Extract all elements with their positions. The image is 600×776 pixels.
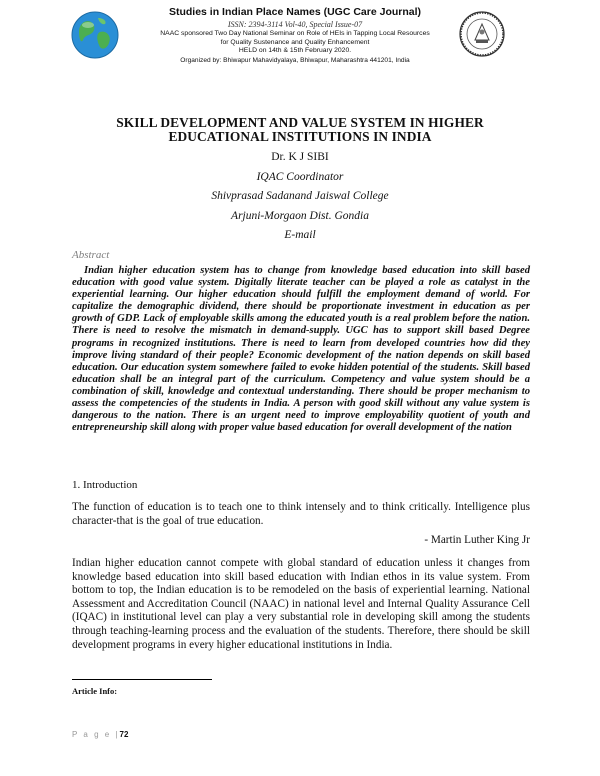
author-name: Dr. K J SIBI bbox=[271, 151, 329, 163]
footnote-divider bbox=[72, 679, 212, 680]
intro-paragraph-2: Indian higher education cannot compete with global standard of education unless it changes from knowledge based education into skill based education with Indian ethos in its value system. From bottom to top, the Indian education is to be remodeled on the basis of experiential learning. National Assessment and Accreditation Council (NAAC) in national level and Internal Quality Assurance Cell (IQAC) in institutional level can play a very substantial role in developing skill among the students through teaching-learning process and the evaluation of the students. Therefore, there should be skill development programs in every higher educational institutions in India. bbox=[72, 557, 530, 651]
organized-by-line: Organized by: Bhiwapur Mahavidyalaya, Bhiwapur, Maharashtra 441201, India bbox=[180, 56, 410, 64]
page-number: 72 bbox=[119, 730, 129, 739]
held-on-line: HELD on 14th & 15th February 2020. bbox=[238, 47, 352, 55]
abstract-text: Indian higher education system has to change from knowledge based education into skill based education with good value system. Digitally literate teacher can be played a role as catalyst in the experiential learning. Our higher education should fulfill the employment demand of world. For capitalize the demographic dividend, there should be proportionate investment in education as per growth of GDP. Lack of employable skills among the educated youth is a real problem before the nation. There is need to resolve the mismatch in demand-supply. UGC has to support skill based Degree programs in recognized institutions. There is need to learn from developed countries how did they improve living standard of their people? Economic development of the nation depends on skill based education. Our education system somewhere failed to evoke hidden potential of the students. Skill based education shall be an integral part of the curriculum. Competency and value system should be a combination of skill, knowledge and contextual understanding. There should be proper mechanism to assess the competencies of the students in India. A person with good skill without any value system is dangerous to the nation. There is an urgent need to improve employability quotient of youth and entrepreneurship skill along with proper value based education for overall development of the nation bbox=[72, 265, 530, 434]
issn-line: ISSN: 2394-3114 Vol-40, Special Issue-07 bbox=[227, 20, 363, 29]
author-designation: IQAC Coordinator bbox=[256, 170, 344, 183]
paper-title-line-2: EDUCATIONAL INSTITUTIONS IN INDIA bbox=[168, 129, 432, 144]
journal-header bbox=[0, 6, 600, 76]
paper-title-line-1: SKILL DEVELOPMENT AND VALUE SYSTEM IN HIGHER bbox=[116, 115, 484, 130]
page-label: P a g e bbox=[72, 730, 112, 739]
abstract-heading: Abstract bbox=[72, 249, 110, 261]
page-separator: | bbox=[115, 730, 120, 739]
article-info-label: Article Info: bbox=[72, 686, 118, 696]
section-heading-introduction: 1. Introduction bbox=[72, 479, 138, 491]
quote-attribution: - Martin Luther King Jr bbox=[424, 534, 530, 546]
page-footer bbox=[72, 730, 128, 739]
author-location: Arjuni-Morgaon Dist. Gondia bbox=[231, 209, 369, 222]
author-email-label: E-mail bbox=[284, 229, 316, 241]
author-block bbox=[100, 148, 500, 246]
author-college: Shivprasad Sadanand Jaiswal College bbox=[211, 190, 389, 202]
college-seal-logo-icon bbox=[458, 10, 506, 58]
paper-title bbox=[40, 116, 560, 144]
journal-header-text bbox=[130, 6, 460, 65]
seminar-line-2: for Quality Sustenance and Quality Enhancement bbox=[220, 38, 370, 46]
journal-title: Studies in Indian Place Names (UGC Care Journal) bbox=[168, 6, 422, 18]
intro-paragraph-1: The function of education is to teach one to think intensely and to think critically. Intelligence plus character-that is the goal of true education. bbox=[72, 501, 530, 527]
seminar-line-1: NAAC sponsored Two Day National Seminar on Role of HEIs in Tapping Local Resources bbox=[160, 30, 430, 37]
globe-logo-icon bbox=[70, 10, 120, 60]
